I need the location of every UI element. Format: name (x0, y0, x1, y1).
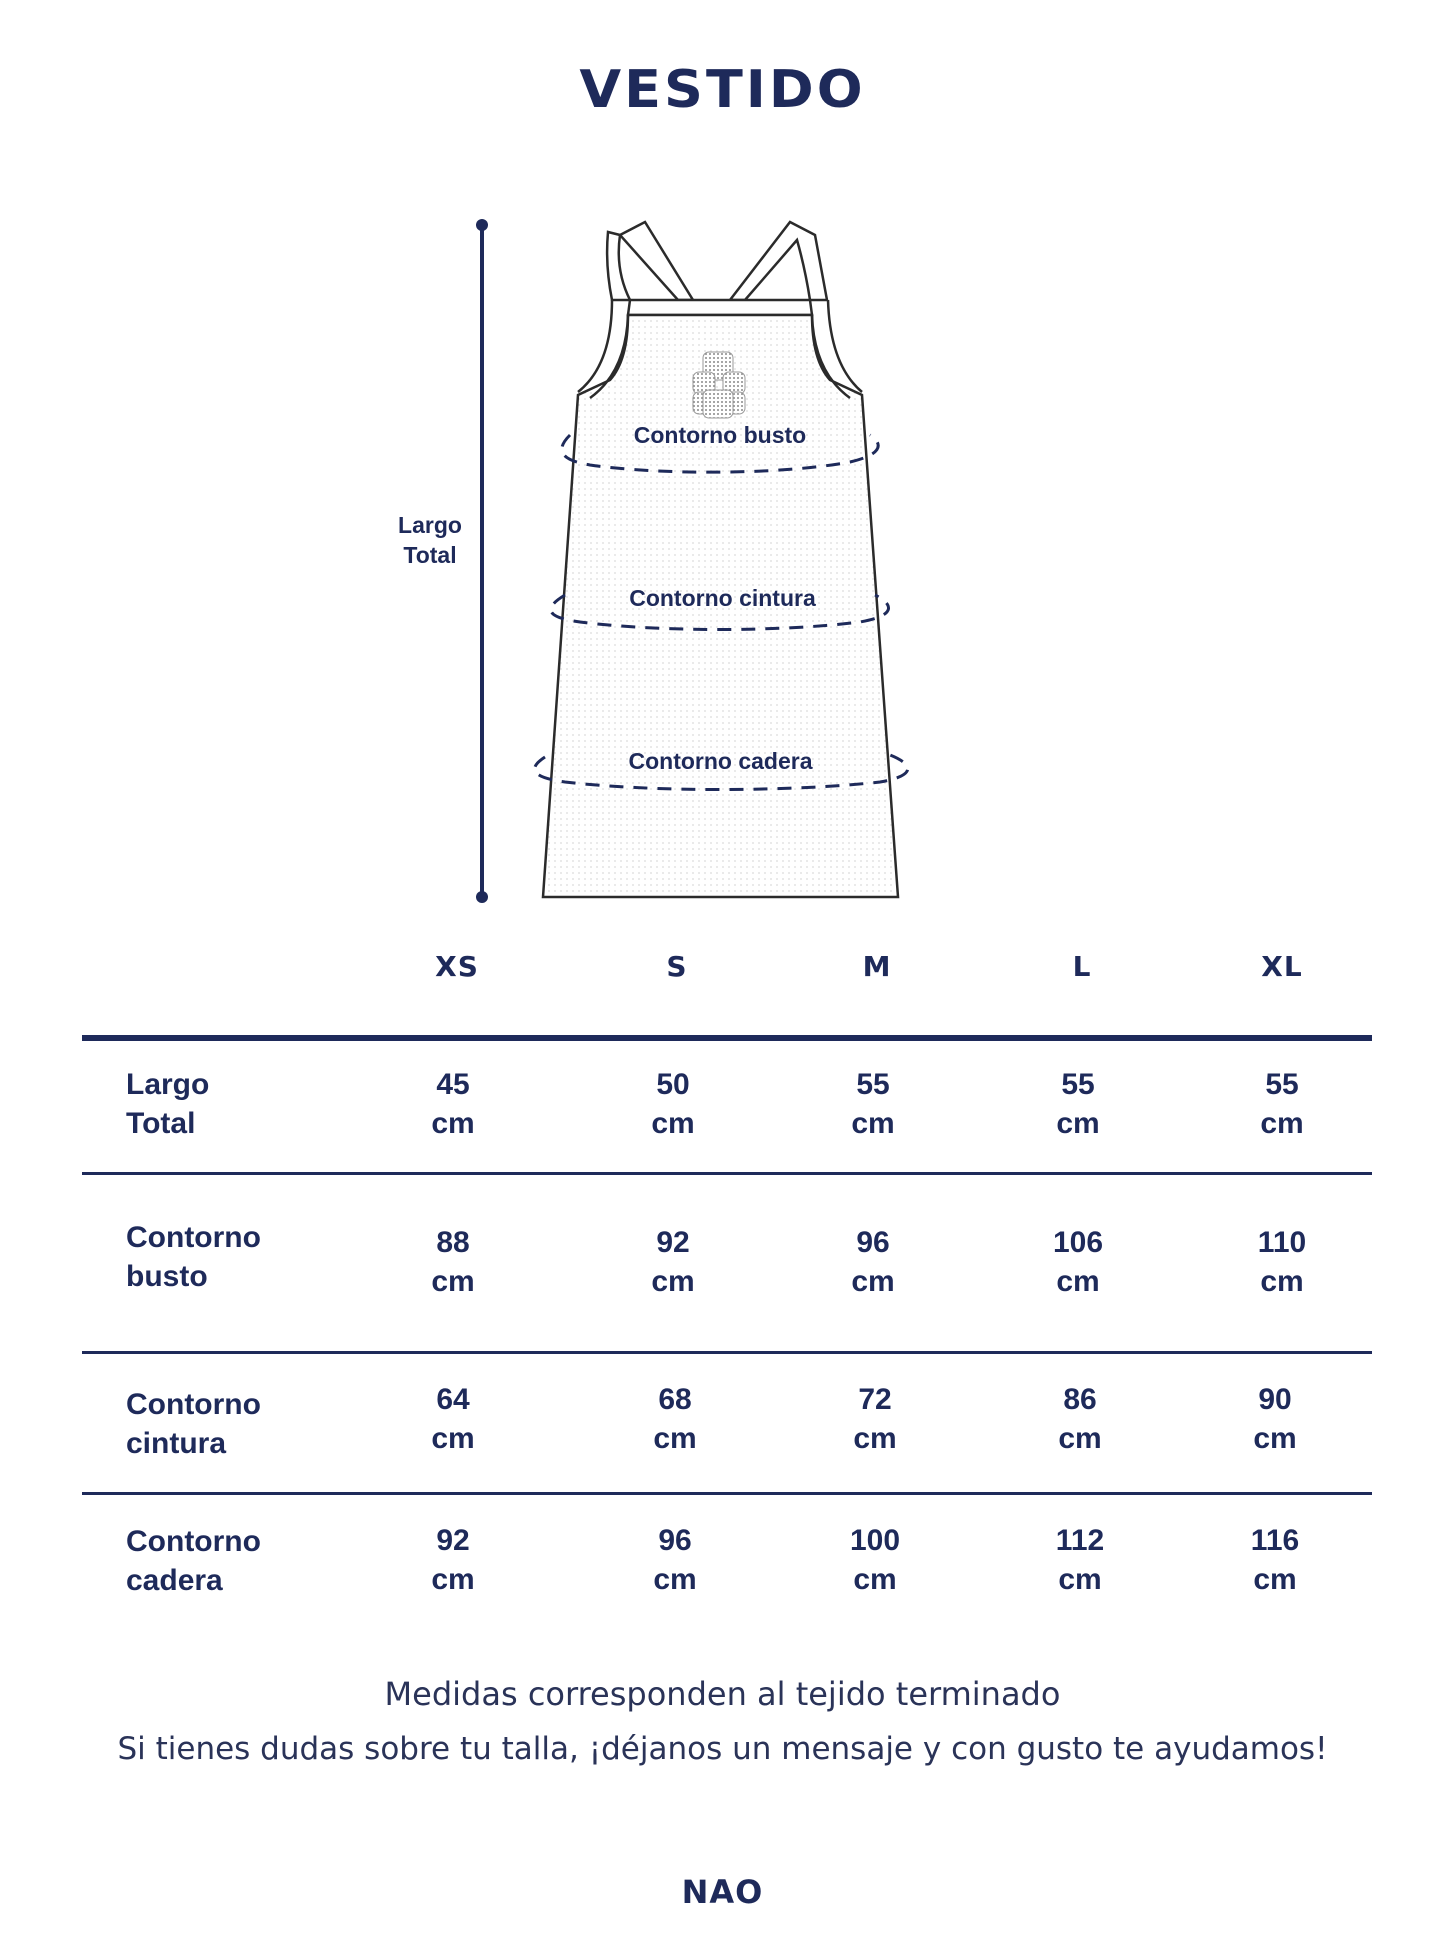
bust-label: Contorno busto (633, 422, 807, 448)
table-cell: 50 cm (651, 1068, 695, 1140)
table-cell: 68 cm (653, 1383, 697, 1455)
footnote-help-message: Si tienes dudas sobre tu talla, ¡déjanos un mensaje y con gusto te ayudamos! (117, 1731, 1328, 1767)
row-label-contorno-busto: Contorno busto (126, 1221, 261, 1293)
table-cell: 86 cm (1058, 1383, 1102, 1455)
row-label-contorno-cintura: Contorno cintura (126, 1388, 261, 1460)
table-cell: 100 cm (849, 1524, 901, 1596)
row-divider (82, 1351, 1372, 1354)
table-top-rule (82, 1035, 1372, 1041)
size-header-xl: XL (1261, 950, 1303, 983)
footnote-measurements: Medidas corresponden al tejido terminado (384, 1675, 1061, 1713)
table-cell: 55 cm (1056, 1068, 1100, 1140)
size-header-l: L (1072, 950, 1092, 983)
table-cell: 106 cm (1052, 1226, 1104, 1298)
dress-diagram (0, 0, 1445, 920)
size-header-s: S (666, 950, 688, 983)
table-cell: 72 cm (853, 1383, 897, 1455)
dress-outline (543, 222, 898, 897)
table-cell: 112 cm (1055, 1524, 1105, 1596)
waist-label: Contorno cintura (629, 585, 816, 611)
table-cell: 92 cm (431, 1524, 475, 1596)
row-label-contorno-cadera: Contorno cadera (126, 1525, 261, 1597)
row-divider (82, 1492, 1372, 1495)
row-label-largo-total: Largo Total (126, 1068, 210, 1140)
size-header-xs: XS (435, 950, 479, 983)
brand-logo-text: NAO (681, 1873, 764, 1911)
size-header-m: M (862, 950, 892, 983)
largo-total-label: Largo Total (398, 512, 462, 568)
table-cell: 55 cm (1260, 1068, 1304, 1140)
hip-label: Contorno cadera (628, 748, 813, 774)
table-cell: 88 cm (431, 1226, 475, 1298)
table-cell: 116 cm (1250, 1524, 1300, 1596)
table-cell: 64 cm (431, 1383, 475, 1455)
table-cell: 96 cm (851, 1226, 895, 1298)
table-cell: 45 cm (431, 1068, 475, 1140)
page-title: VESTIDO (579, 59, 866, 120)
table-cell: 55 cm (851, 1068, 895, 1140)
table-cell: 90 cm (1253, 1383, 1297, 1455)
table-cell: 92 cm (651, 1226, 695, 1298)
table-cell: 110 cm (1257, 1226, 1307, 1298)
row-divider (82, 1172, 1372, 1175)
table-cell: 96 cm (653, 1524, 697, 1596)
